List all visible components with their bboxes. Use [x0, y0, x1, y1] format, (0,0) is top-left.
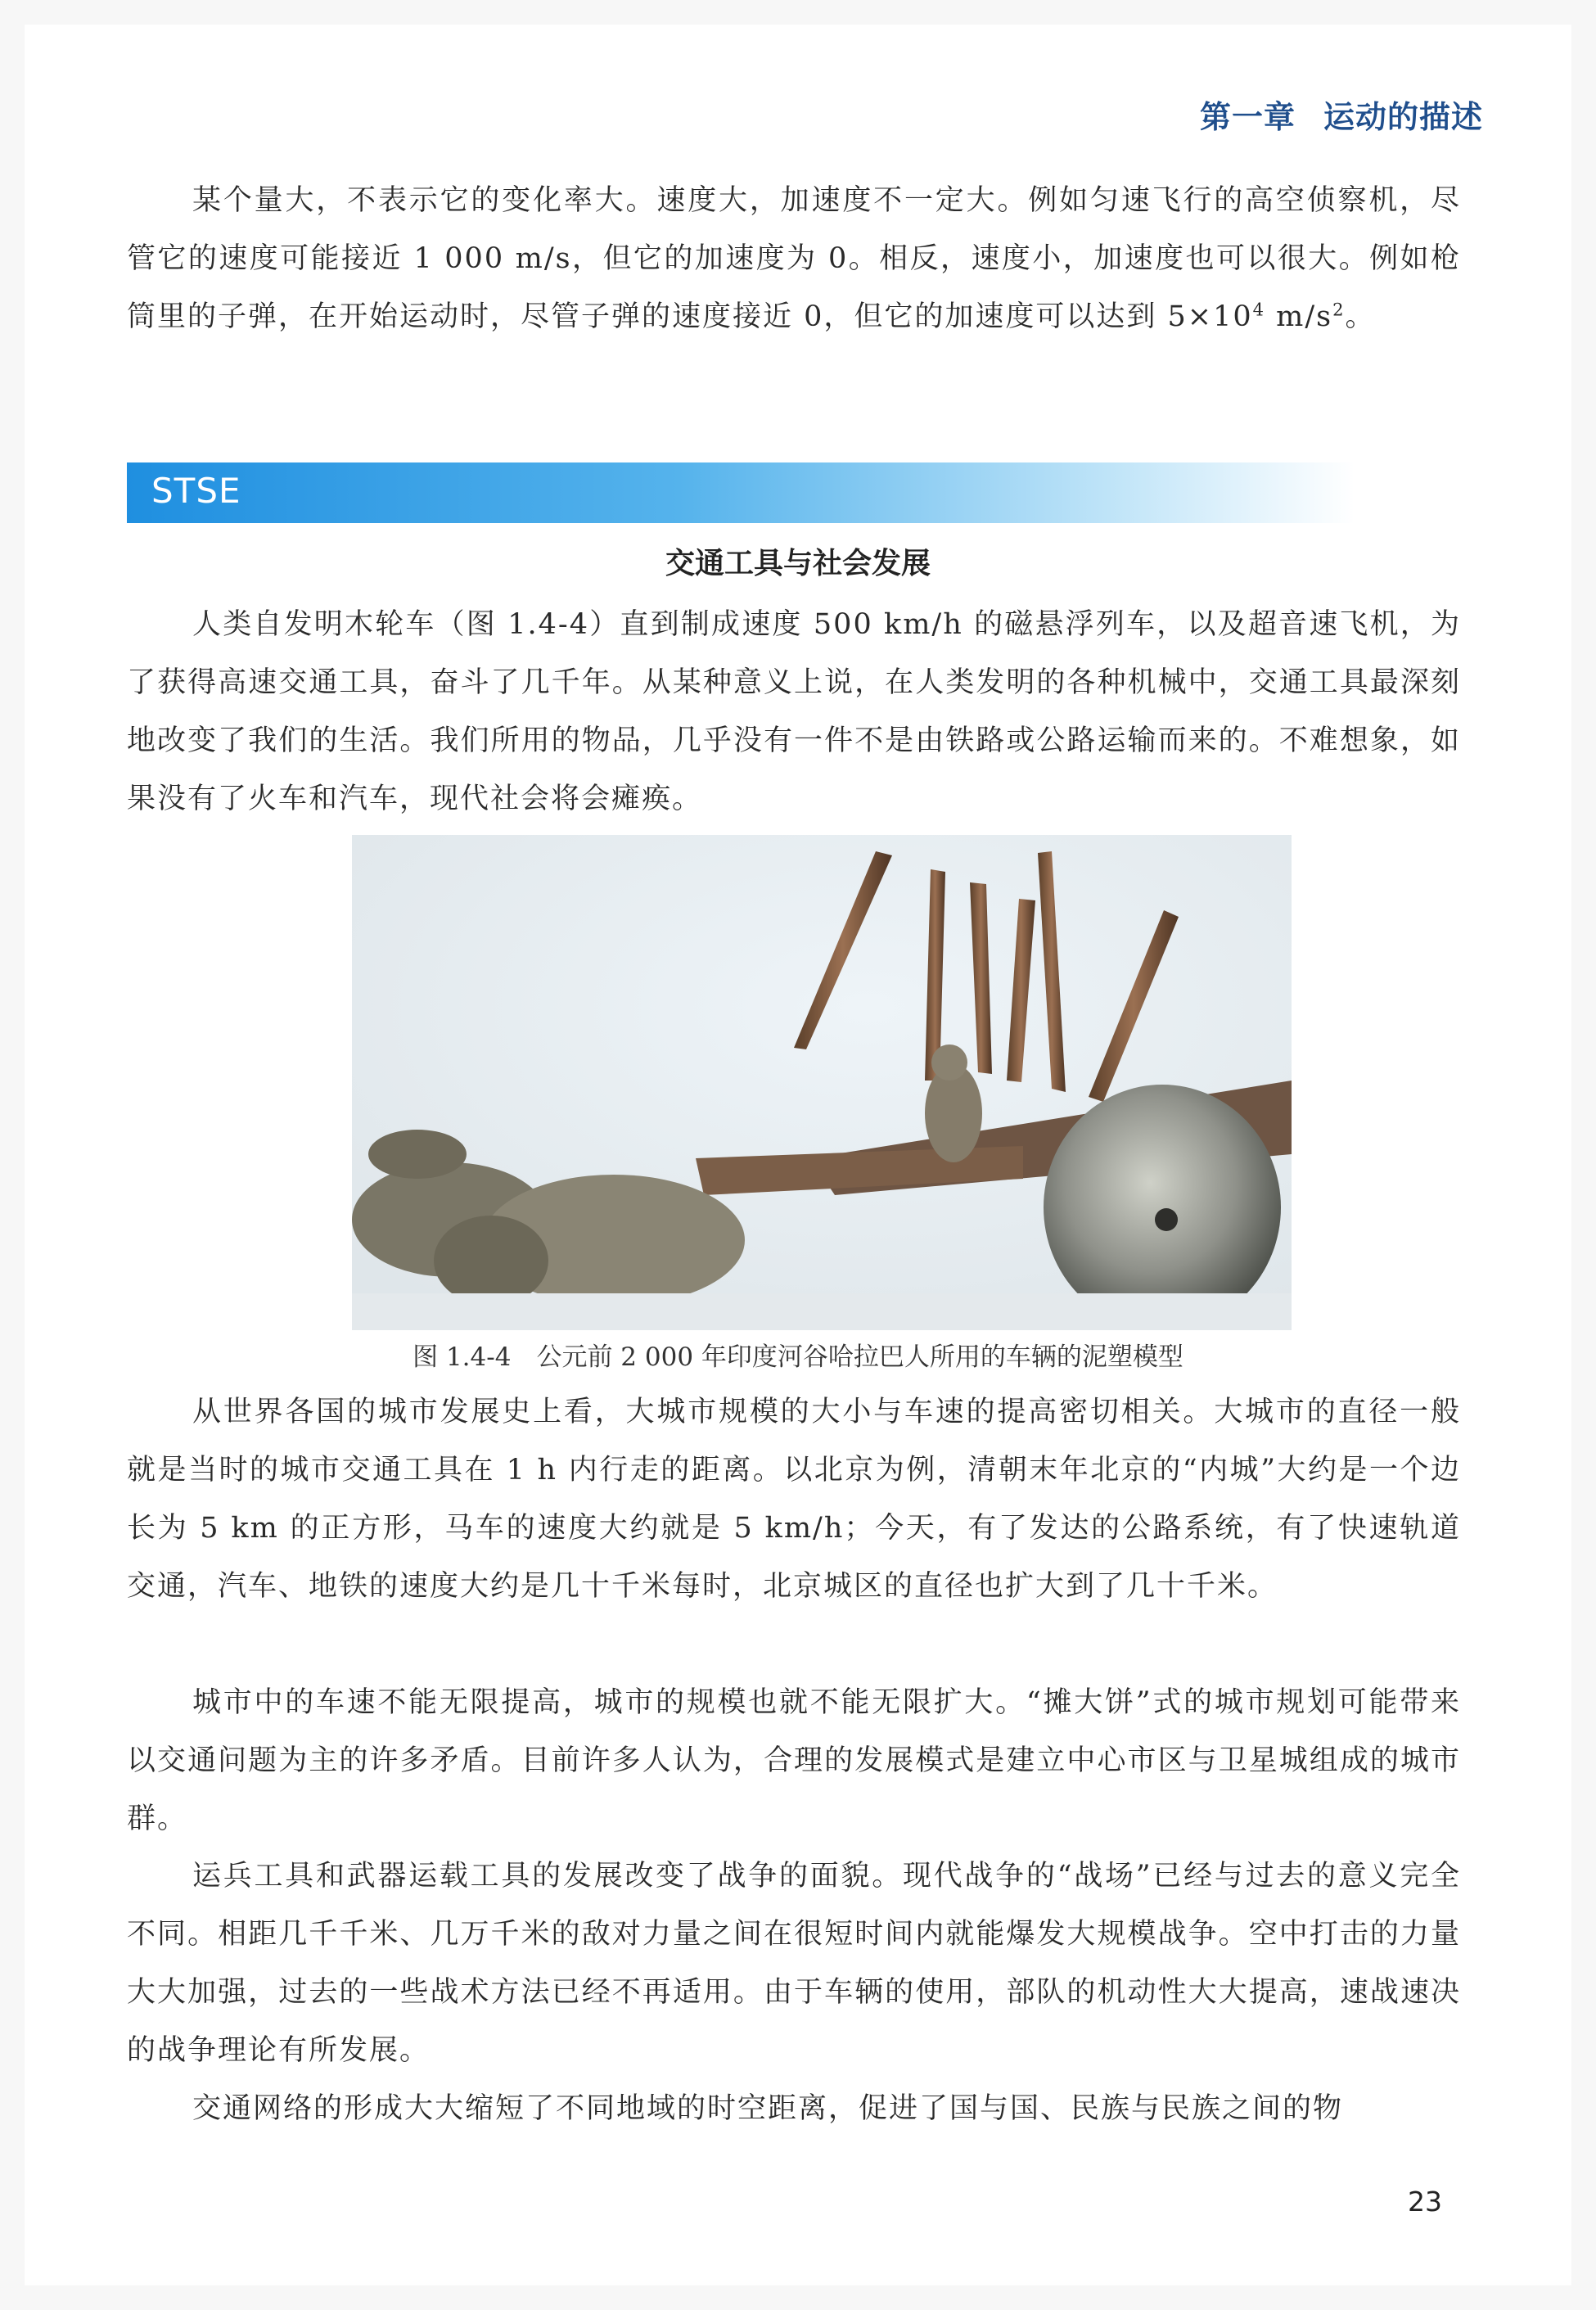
paragraph-3: 城市中的车速不能无限提高，城市的规模也就不能无限扩大。“摊大饼”式的城市规划可能带来以交通问题为主的许多矛盾。目前许多人认为，合理的发展模式是建立中心市区与卫星城组成的城市群。: [127, 1686, 1461, 1835]
cart-model-photo: [352, 835, 1292, 1330]
intro-text: 某个量大，不表示它的变化率大。速度大，加速度不一定大。例如匀速飞行的高空侦察机，尽管它的速度可能接近 1 000 m/s，但它的加速度为 0。相反，速度小，加速度也可以很大。例如枪筒里的子弹，在开始运动时，尽管子弹的速度接近 0，但它的加速度可以达到 5×10: [127, 184, 1461, 333]
chapter-title: 运动的描述: [1323, 99, 1483, 135]
intro-paragraph: [127, 172, 1461, 346]
chapter-header: [1200, 92, 1483, 137]
paragraph-2: 从世界各国的城市发展史上看，大城市规模的大小与车速的提高密切相关。大城市的直径一般就是当时的城市交通工具在 1 h 内行走的距离。以北京为例，清朝末年北京的“内城”大约是一个边长为 5 km 的正方形，马车的速度大约就是 5 km/h；今天，有了发达的公路系统，有了快速轨道交通，汽车、地铁的速度大约是几十千米每时，北京城区的直径也扩大到了几十千米。: [127, 1396, 1461, 1603]
stse-label: STSE: [151, 471, 241, 511]
paragraph-4: 运兵工具和武器运载工具的发展改变了战争的面貌。现代战争的“战场”已经与过去的意义完全不同。相距几千千米、几万千米的敌对力量之间在很短时间内就能爆发大规模战争。空中打击的力量大大加强，过去的一些战术方法已经不再适用。由于车辆的使用，部队的机动性大大提高，速战速决的战争理论有所发展。: [127, 1860, 1461, 2067]
unit-text: m/s: [1265, 300, 1333, 333]
page-number: 23: [1408, 2186, 1442, 2218]
intro-end: 。: [1345, 300, 1376, 333]
figure-caption: 图 1.4-4 公元前 2 000 年印度河谷哈拉巴人所用的车辆的泥塑模型: [413, 1342, 1183, 1372]
chapter-number: 第一章: [1199, 99, 1296, 135]
exponent: 4: [1252, 300, 1266, 320]
section-title: 交通工具与社会发展: [665, 547, 931, 580]
unit-exponent: 2: [1332, 300, 1346, 320]
paragraph-1: 人类自发明木轮车（图 1.4-4）直到制成速度 500 km/h 的磁悬浮列车，以及超音速飞机，为了获得高速交通工具，奋斗了几千年。从某种意义上说，在人类发明的各种机械中，交通工具最深刻地改变了我们的生活。我们所用的物品，几乎没有一件不是由铁路或公路运输而来的。不难想象，如果没有了火车和汽车，现代社会将会瘫痪。: [127, 608, 1461, 815]
stse-banner: [127, 462, 1355, 523]
paragraph-5: 交通网络的形成大大缩短了不同地域的时空距离，促进了国与国、民族与民族之间的物: [192, 2092, 1344, 2125]
